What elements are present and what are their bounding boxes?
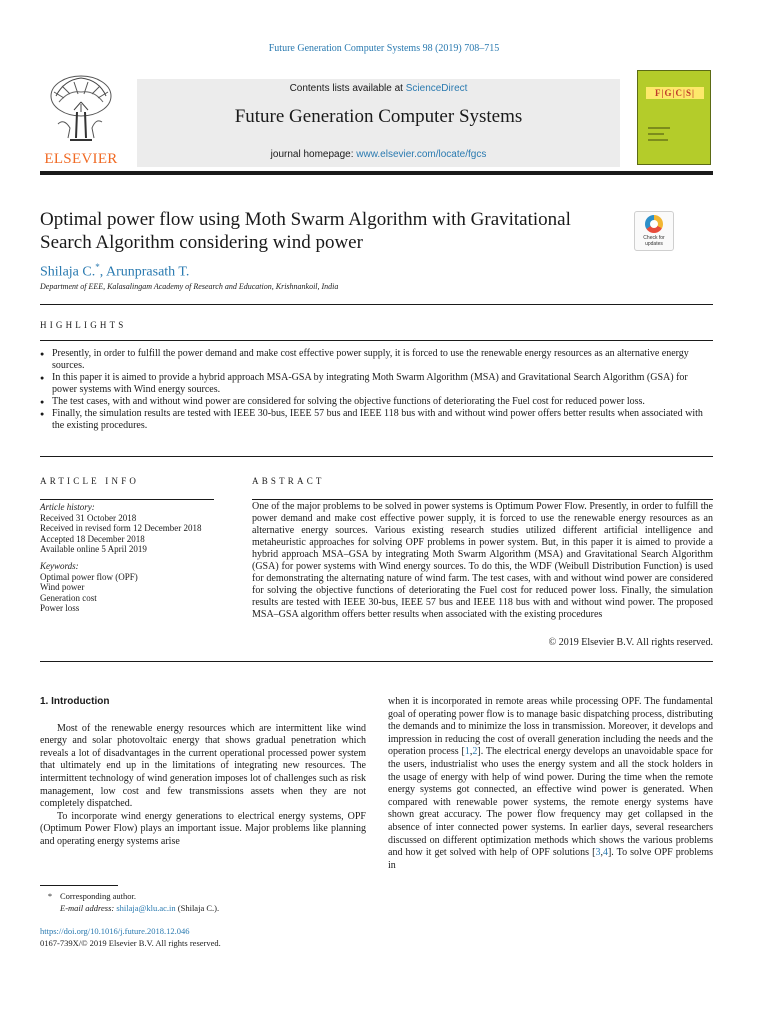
masthead-banner — [137, 79, 620, 167]
journal-title: Future Generation Computer Systems — [234, 106, 523, 127]
corresponding-footnote — [40, 890, 219, 902]
issn-copyright: 0167-739X/© 2019 Elsevier B.V. All rights reserved. — [40, 938, 221, 948]
section-rule — [40, 499, 214, 500]
doi-block — [40, 925, 221, 949]
article-info-heading: ARTICLE INFO — [40, 476, 140, 486]
sciencedirect-link[interactable]: ScienceDirect — [405, 83, 468, 94]
citation-ref-link[interactable]: 2 — [472, 746, 478, 758]
corresponding-label: Corresponding author. — [60, 891, 137, 901]
body-text: when it is incorporated in remote areas while processing OPF. The fundamental goal of operating power flow is to manage basic dispatching process, distributing the demands and to minimize the loss in transmission. Moreover, it develops and impression in reducing the cost of overall generation including the needs and the operation process [ — [388, 696, 713, 758]
body-column-left — [40, 696, 366, 849]
highlight-item: ● Presently, in order to fulfill the power demand and make cost effective power supply, it is forced to use the renewable energy resources as an alternative energy sources. — [40, 348, 714, 372]
section-rule — [40, 304, 713, 305]
keywords-label: Keywords: — [40, 560, 79, 571]
homepage-prefix: journal homepage: — [270, 149, 357, 160]
ref-separator: , — [469, 746, 473, 758]
email-suffix: (Shilaja C.). — [175, 903, 220, 913]
author-separator: , — [99, 264, 106, 280]
journal-homepage-link[interactable]: www.elsevier.com/locate/fgcs — [356, 149, 487, 160]
highlights-heading: HIGHLIGHTS — [40, 320, 127, 330]
cover-logo-text: F|G|C|S| — [646, 87, 704, 99]
journal-citation-link[interactable]: Future Generation Computer Systems 98 (2019) 708–715 — [268, 43, 500, 54]
journal-masthead — [40, 70, 713, 169]
section-rule — [40, 340, 713, 341]
masthead-rule — [40, 171, 713, 175]
body-text: ]. The electrical energy develops an unavoidable space for the users, industrialist who uses the energy system and all the stock holders in the usage of energy with help of wind power. During the time when the remote energy systems got connected, an effective wind power is generated. When compared with renewable power systems, the remote energy systems have shown great accuracy. The power flow frequency may get collapsed in the absence of inter connected power systems. In earlier days, several researchers discussed on different optimization methods which shows the various problems and how it get solved with help of OPF solutions [ — [388, 746, 713, 859]
history-entry: Received in revised form 12 December 2018 — [40, 523, 202, 534]
journal-homepage-line — [137, 149, 620, 160]
author-link[interactable]: Arunprasath T. — [105, 264, 190, 280]
section-rule — [40, 661, 713, 662]
history-entry: Accepted 18 December 2018 — [40, 533, 145, 544]
citation-ref-link[interactable]: 1 — [464, 746, 470, 758]
cover-text-line — [648, 133, 664, 135]
section-rule — [252, 499, 713, 500]
keyword: Optimal power flow (OPF) — [40, 571, 138, 582]
elsevier-wordmark: ELSEVIER — [44, 151, 118, 167]
body-paragraph — [388, 696, 713, 872]
abstract-copyright: © 2019 Elsevier B.V. All rights reserved. — [548, 637, 713, 648]
cover-text-line — [648, 127, 670, 129]
history-label: Article history: — [40, 502, 95, 512]
highlight-item: ● In this paper it is aimed to provide a hybrid approach MSA-GSA by integrating Moth Swarm Algorithm (MSA) and Gravitational Search Algorithm (GSA) for power systems with Wind energy sources. — [40, 372, 714, 396]
highlights-list — [40, 348, 714, 432]
title-line: Optimal power flow using Moth Swarm Algorithm with Gravitational — [40, 209, 571, 230]
history-entry: Available online 5 April 2019 — [40, 544, 147, 555]
abstract-heading: ABSTRACT — [252, 476, 325, 486]
journal-cover-thumbnail[interactable] — [637, 70, 711, 165]
author-link[interactable]: Shilaja C. — [40, 264, 96, 280]
affiliation: Department of EEE, Kalasalingam Academy of Research and Education, Krishnankoil, India — [40, 282, 339, 291]
footnote-rule — [40, 885, 118, 886]
body-column-right — [388, 696, 713, 872]
keyword: Wind power — [40, 582, 85, 593]
crossmark-check-for-updates-button[interactable] — [634, 211, 674, 251]
crossmark-label: Check for updates — [643, 235, 665, 247]
email-footnote — [40, 902, 219, 914]
section-rule — [40, 456, 713, 457]
elsevier-tree-icon — [44, 72, 118, 146]
highlight-item: ● The test cases, with and without wind power are considered for solving the objective functions of deteriorating the Fuel cost for reduced power loss. — [40, 396, 714, 408]
citation-ref-link[interactable]: 4 — [602, 847, 608, 859]
corresponding-author-mark[interactable]: * — [95, 262, 100, 272]
keyword: Power loss — [40, 603, 80, 614]
section-heading: 1. Introduction — [40, 696, 110, 707]
footnote-mark: * — [47, 891, 53, 901]
doi-link[interactable]: https://doi.org/10.1016/j.future.2018.12.046 — [40, 926, 190, 936]
history-entry: Received 31 October 2018 — [40, 512, 137, 523]
ref-separator: , — [600, 847, 603, 859]
citation-ref-link[interactable]: 3 — [595, 847, 601, 859]
contents-prefix: Contents lists available at — [289, 83, 406, 94]
body-text: ]. To solve OPF problems in — [388, 847, 713, 871]
article-info — [40, 502, 220, 614]
elsevier-logo — [40, 72, 122, 168]
highlight-item: ● Finally, the simulation results are tested with IEEE 30-bus, IEEE 57 bus and IEEE 118 bus with and without wind power offers better results when associated with the existing procedures. — [40, 408, 714, 432]
abstract-text: One of the major problems to be solved in power systems is Optimum Power Flow. Presently, in order to fulfill the power demand and make cost effective power supply, it is forced to use the renewable energy resources as an alternative energy sources. Various existing research studies utilized different artificial intelligence and metaheuristic approaches for solving OPF problems in power system. But, in this paper it is aimed to provide a hybrid approach MSA–GSA by integrating Moth Swarm Algorithm (MSA) and Gravitational Search Algorithm (GSA) for power systems with Wind energy sources. To do this, the WDF (Weibull Distribution Function) is used for demonstrating the alternating nature of wind farm. The test cases, with and without wind power are considered for solving the objective functions of deteriorating the Fuel cost for reduced power loss. Finally, the simulation results are tested with IEEE 30-bus, IEEE 57 bus and IEEE 118 bus with and without wind power. The proposed MSA–GSA algorithm offers better results when associated with the existing procedures — [252, 501, 713, 620]
footnote — [40, 890, 219, 914]
crossmark-icon — [645, 215, 663, 233]
title-line: Search Algorithm considering wind power — [40, 232, 363, 253]
email-label: E-mail address: — [60, 903, 115, 913]
email-link[interactable]: shilaja@klu.ac.in — [116, 903, 176, 913]
keyword: Generation cost — [40, 592, 97, 603]
contents-line — [137, 83, 620, 94]
body-paragraph: Most of the renewable energy resources which are intermittent like wind energy and solar photovoltaic energy that shows gradual penetration which reveals a lot of disadvantages in the current operational processed power system that ultimately end up in the limitations of integrating new resources. The intermittent technology of wind generation imposes lot of challenges such as risk management, low cost and few transmissions assets when they are not completely dispatched. — [40, 722, 366, 810]
body-paragraph: To incorporate wind energy generations to electrical energy systems, OPF (Optimum Power Flow) plays an important issue. Major problems like planning and operating energy systems arise — [40, 810, 366, 847]
author-list — [40, 262, 189, 281]
paper-title — [40, 208, 620, 254]
cover-text-line — [648, 139, 668, 141]
